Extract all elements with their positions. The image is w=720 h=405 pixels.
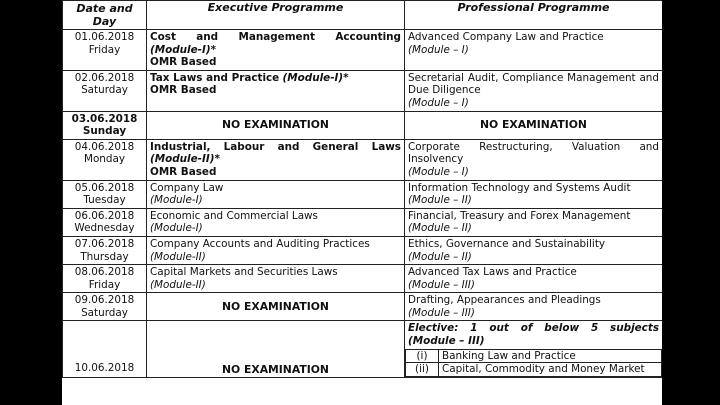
exec-module: (Module-I) bbox=[150, 222, 203, 235]
executive-cell bbox=[147, 30, 405, 71]
professional-cell bbox=[405, 139, 663, 180]
day: Thursday bbox=[80, 250, 129, 263]
date: 09.06.2018 bbox=[74, 294, 135, 307]
prof-no-exam: NO EXAMINATION bbox=[405, 111, 663, 139]
elective-list bbox=[405, 349, 662, 377]
date-cell bbox=[63, 265, 147, 293]
exec-title: Company Accounts and Auditing Practices bbox=[150, 237, 370, 250]
exec-note: OMR Based bbox=[150, 84, 217, 97]
day: Monday bbox=[83, 153, 126, 166]
header-row bbox=[63, 1, 663, 30]
executive-cell bbox=[147, 70, 405, 111]
exec-title: Economic and Commercial Laws bbox=[150, 209, 318, 222]
professional-cell bbox=[405, 180, 663, 208]
table-row bbox=[63, 70, 663, 111]
date-cell bbox=[63, 139, 147, 180]
date: 03.06.2018 bbox=[71, 112, 138, 125]
professional-cell bbox=[405, 208, 663, 236]
date-cell bbox=[63, 180, 147, 208]
exec-module: (Module-II) bbox=[150, 250, 206, 263]
prof-module: (Module – III) bbox=[408, 278, 475, 291]
date-cell bbox=[63, 236, 147, 264]
exec-title: Tax Laws and Practice bbox=[150, 71, 280, 84]
elective-num: (i) bbox=[406, 349, 439, 363]
table-row bbox=[63, 139, 663, 180]
prof-module: (Module – III) bbox=[408, 306, 475, 319]
date: 04.06.2018 bbox=[74, 140, 135, 153]
day: Saturday bbox=[81, 84, 128, 97]
date-cell bbox=[63, 208, 147, 236]
prof-title: Advanced Tax Laws and Practice bbox=[408, 266, 577, 279]
prof-title: Secretarial Audit, Compliance Management and Due Diligence bbox=[408, 71, 659, 97]
elective-num: (ii) bbox=[406, 363, 439, 377]
header-professional: Professional Programme bbox=[405, 1, 663, 30]
prof-module: (Module – I) bbox=[408, 165, 469, 178]
elective-label: Banking Law and Practice bbox=[439, 349, 662, 363]
prof-module: (Module – II) bbox=[408, 222, 472, 235]
exec-no-exam bbox=[147, 321, 405, 377]
prof-title: Information Technology and Systems Audit bbox=[408, 181, 631, 194]
date: 01.06.2018 bbox=[74, 31, 135, 43]
executive-cell bbox=[147, 208, 405, 236]
date: 06.06.2018 bbox=[74, 209, 135, 222]
elective-module: (Module – III) bbox=[408, 335, 485, 348]
professional-cell bbox=[405, 70, 663, 111]
elective-heading: Elective: 1 out of below 5 subjects bbox=[408, 322, 659, 335]
elective-label: Capital, Commodity and Money Market bbox=[439, 363, 662, 377]
date: 07.06.2018 bbox=[74, 237, 135, 250]
date: 10.06.2018 bbox=[74, 362, 135, 375]
day: Saturday bbox=[81, 306, 128, 319]
exam-schedule-page bbox=[62, 0, 662, 405]
list-item bbox=[406, 349, 662, 363]
day: Friday bbox=[88, 43, 121, 56]
prof-title: Drafting, Appearances and Pleadings bbox=[408, 294, 601, 307]
list-item bbox=[406, 363, 662, 377]
date: 05.06.2018 bbox=[74, 181, 135, 194]
professional-cell bbox=[405, 265, 663, 293]
executive-cell bbox=[147, 236, 405, 264]
date-cell bbox=[63, 30, 147, 71]
exec-module: (Module-I)* bbox=[282, 71, 349, 84]
exec-title: Industrial, Labour and General Laws bbox=[150, 140, 401, 153]
professional-cell bbox=[405, 30, 663, 71]
date-cell bbox=[63, 70, 147, 111]
exec-no-exam-label: NO EXAMINATION bbox=[222, 363, 329, 377]
executive-cell bbox=[147, 265, 405, 293]
day: Tuesday bbox=[83, 194, 126, 207]
prof-title: Ethics, Governance and Sustainability bbox=[408, 237, 606, 250]
exec-module: (Module-I) bbox=[150, 194, 203, 207]
exec-note: OMR Based bbox=[150, 165, 217, 178]
date: 08.06.2018 bbox=[74, 266, 135, 279]
day: Wednesday bbox=[74, 222, 135, 235]
date: 02.06.2018 bbox=[74, 71, 135, 84]
prof-module: (Module – I) bbox=[408, 96, 469, 109]
prof-title: Advanced Company Law and Practice bbox=[408, 31, 604, 43]
exec-note: OMR Based bbox=[150, 56, 217, 69]
header-date: Date and Day bbox=[63, 1, 147, 30]
exec-title: Capital Markets and Securities Laws bbox=[150, 266, 338, 279]
date-cell bbox=[63, 111, 147, 139]
elective-cell bbox=[405, 321, 663, 377]
professional-cell bbox=[405, 293, 663, 321]
date-cell bbox=[63, 321, 147, 377]
professional-cell bbox=[405, 236, 663, 264]
prof-module: (Module – II) bbox=[408, 250, 472, 263]
prof-module: (Module – II) bbox=[408, 194, 472, 207]
header-executive: Executive Programme bbox=[147, 1, 405, 30]
exec-title: Company Law bbox=[150, 181, 224, 194]
prof-module: (Module – I) bbox=[408, 43, 469, 56]
prof-title: Corporate Restructuring, Valuation and Insolvency bbox=[408, 140, 659, 166]
table-row bbox=[63, 236, 663, 264]
exec-module: (Module-II)* bbox=[150, 153, 220, 166]
table-row bbox=[63, 265, 663, 293]
executive-cell bbox=[147, 180, 405, 208]
table-row bbox=[63, 30, 663, 71]
day: Sunday bbox=[82, 125, 127, 138]
exec-no-exam: NO EXAMINATION bbox=[147, 293, 405, 321]
table-row bbox=[63, 208, 663, 236]
table-row bbox=[63, 321, 663, 377]
exec-module: (Module-I)* bbox=[150, 43, 217, 56]
table-row bbox=[63, 111, 663, 139]
day: Friday bbox=[88, 278, 121, 291]
executive-cell bbox=[147, 139, 405, 180]
exec-no-exam: NO EXAMINATION bbox=[147, 111, 405, 139]
table-row bbox=[63, 293, 663, 321]
prof-title: Financial, Treasury and Forex Management bbox=[408, 209, 631, 222]
exec-title: Cost and Management Accounting bbox=[150, 31, 401, 43]
table-row bbox=[63, 180, 663, 208]
date-cell bbox=[63, 293, 147, 321]
exam-schedule-table bbox=[62, 0, 662, 378]
exec-module: (Module-II) bbox=[150, 278, 206, 291]
